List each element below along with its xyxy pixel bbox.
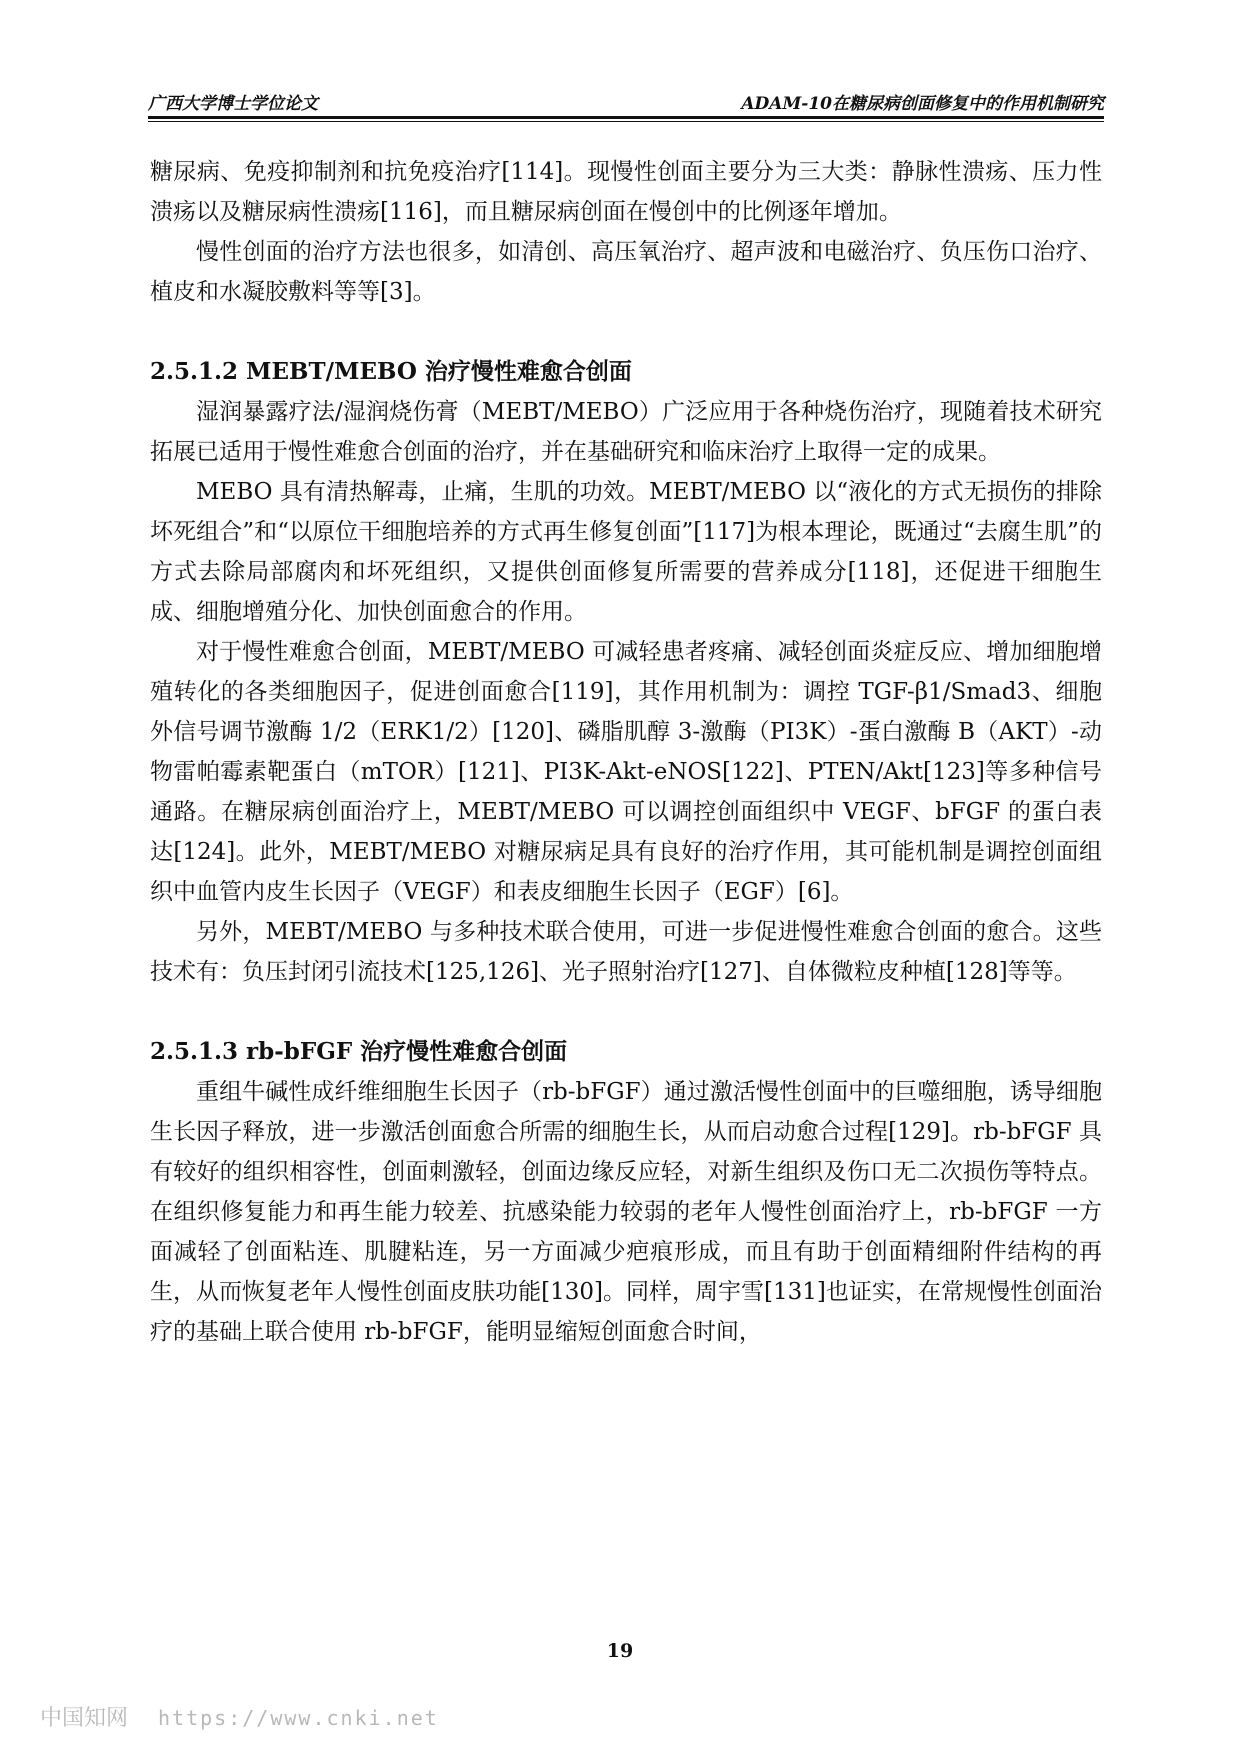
header-thesis-label: 广西大学博士学位论文: [148, 94, 318, 114]
section-spacer: [150, 312, 1102, 352]
page-body: [150, 152, 1102, 1352]
paragraph-mebo-intro: 湿润暴露疗法/湿润烧伤膏（MEBT/MEBO）广泛应用于各种烧伤治疗，现随着技术研究拓展已适用于慢性难愈合创面的治疗，并在基础研究和临床治疗上取得一定的成果。: [150, 399, 1102, 465]
paragraph-treatments: 慢性创面的治疗方法也很多，如清创、高压氧治疗、超声波和电磁治疗、负压伤口治疗、植皮和水凝胶敷料等等[3]。: [150, 239, 1102, 305]
watermark-cnki-text: 中国知网: [40, 1706, 129, 1731]
header-thesis-title: ADAM-10在糖尿病创面修复中的作用机制研究: [741, 94, 1104, 114]
paragraph-mebo-combined: 另外，MEBT/MEBO 与多种技术联合使用，可进一步促进慢性难愈合创面的愈合。这些技术有：负压封闭引流技术[125,126]、光子照射治疗[127]、自体微粒皮种植[128]等等。: [150, 919, 1102, 985]
section-heading-mebo: 2.5.1.2 MEBT/MEBO 治疗慢性难愈合创面: [150, 358, 632, 385]
paragraph-mebo-mechanism: 对于慢性难愈合创面，MEBT/MEBO 可减轻患者疼痛、减轻创面炎症反应、增加细胞增殖转化的各类细胞因子，促进创面愈合[119]，其作用机制为：调控 TGF-β1/Smad3、细胞外信号调节激酶 1/2（ERK1/2）[120]、磷脂肌醇 3-激酶（PI3K）-蛋白激酶 B（AKT）-动物雷帕霉素靶蛋白（mTOR）[121]、PI3K-Akt-eNOS[122]、PTEN/Akt[123]等多种信号通路。在糖尿病创面治疗上，MEBT/MEBO 可以调控创面组织中 VEGF、bFGF 的蛋白表达[124]。此外，MEBT/MEBO 对糖尿病足具有良好的治疗作用，其可能机制是调控创面组织中血管内皮生长因子（VEGF）和表皮细胞生长因子（EGF）[6]。: [150, 639, 1102, 905]
section-heading-rb-bfgf: 2.5.1.3 rb-bFGF 治疗慢性难愈合创面: [150, 1038, 568, 1065]
section-spacer: [150, 992, 1102, 1032]
running-header: [148, 84, 1104, 114]
paragraph-mebo-theory: MEBO 具有清热解毒，止痛，生肌的功效。MEBT/MEBO 以“液化的方式无损伤的排除坏死组合”和“以原位干细胞培养的方式再生修复创面”[117]为根本理论，既通过“去腐生肌”的方式去除局部腐肉和坏死组织，又提供创面修复所需要的营养成分[118]，还促进干细胞生成、细胞增殖分化、加快创面愈合的作用。: [150, 479, 1102, 625]
paragraph-continued: 糖尿病、免疫抑制剂和抗免疫治疗[114]。现慢性创面主要分为三大类：静脉性溃疡、压力性溃疡以及糖尿病性溃疡[116]，而且糖尿病创面在慢创中的比例逐年增加。: [150, 159, 1102, 225]
paragraph-rb-bfgf: 重组牛碱性成纤维细胞生长因子（rb-bFGF）通过激活慢性创面中的巨噬细胞，诱导细胞生长因子释放，进一步激活创面愈合所需的细胞生长，从而启动愈合过程[129]。rb-bFGF 具有较好的组织相容性，创面刺激轻，创面边缘反应轻，对新生组织及伤口无二次损伤等特点。在组织修复能力和再生能力较差、抗感染能力较弱的老年人慢性创面治疗上，rb-bFGF 一方面减轻了创面粘连、肌腱粘连，另一方面减少疤痕形成，而且有助于创面精细附件结构的再生，从而恢复老年人慢性创面皮肤功能[130]。同样，周宇雪[131]也证实，在常规慢性创面治疗的基础上联合使用 rb-bFGF，能明显缩短创面愈合时间，: [150, 1079, 1102, 1345]
page-number: 19: [606, 1640, 634, 1662]
header-rule-thick: [148, 116, 1104, 119]
cnki-watermark: [40, 1701, 439, 1732]
header-rule-thin: [148, 121, 1104, 122]
watermark-url: https://www.cnki.net: [158, 1706, 439, 1730]
